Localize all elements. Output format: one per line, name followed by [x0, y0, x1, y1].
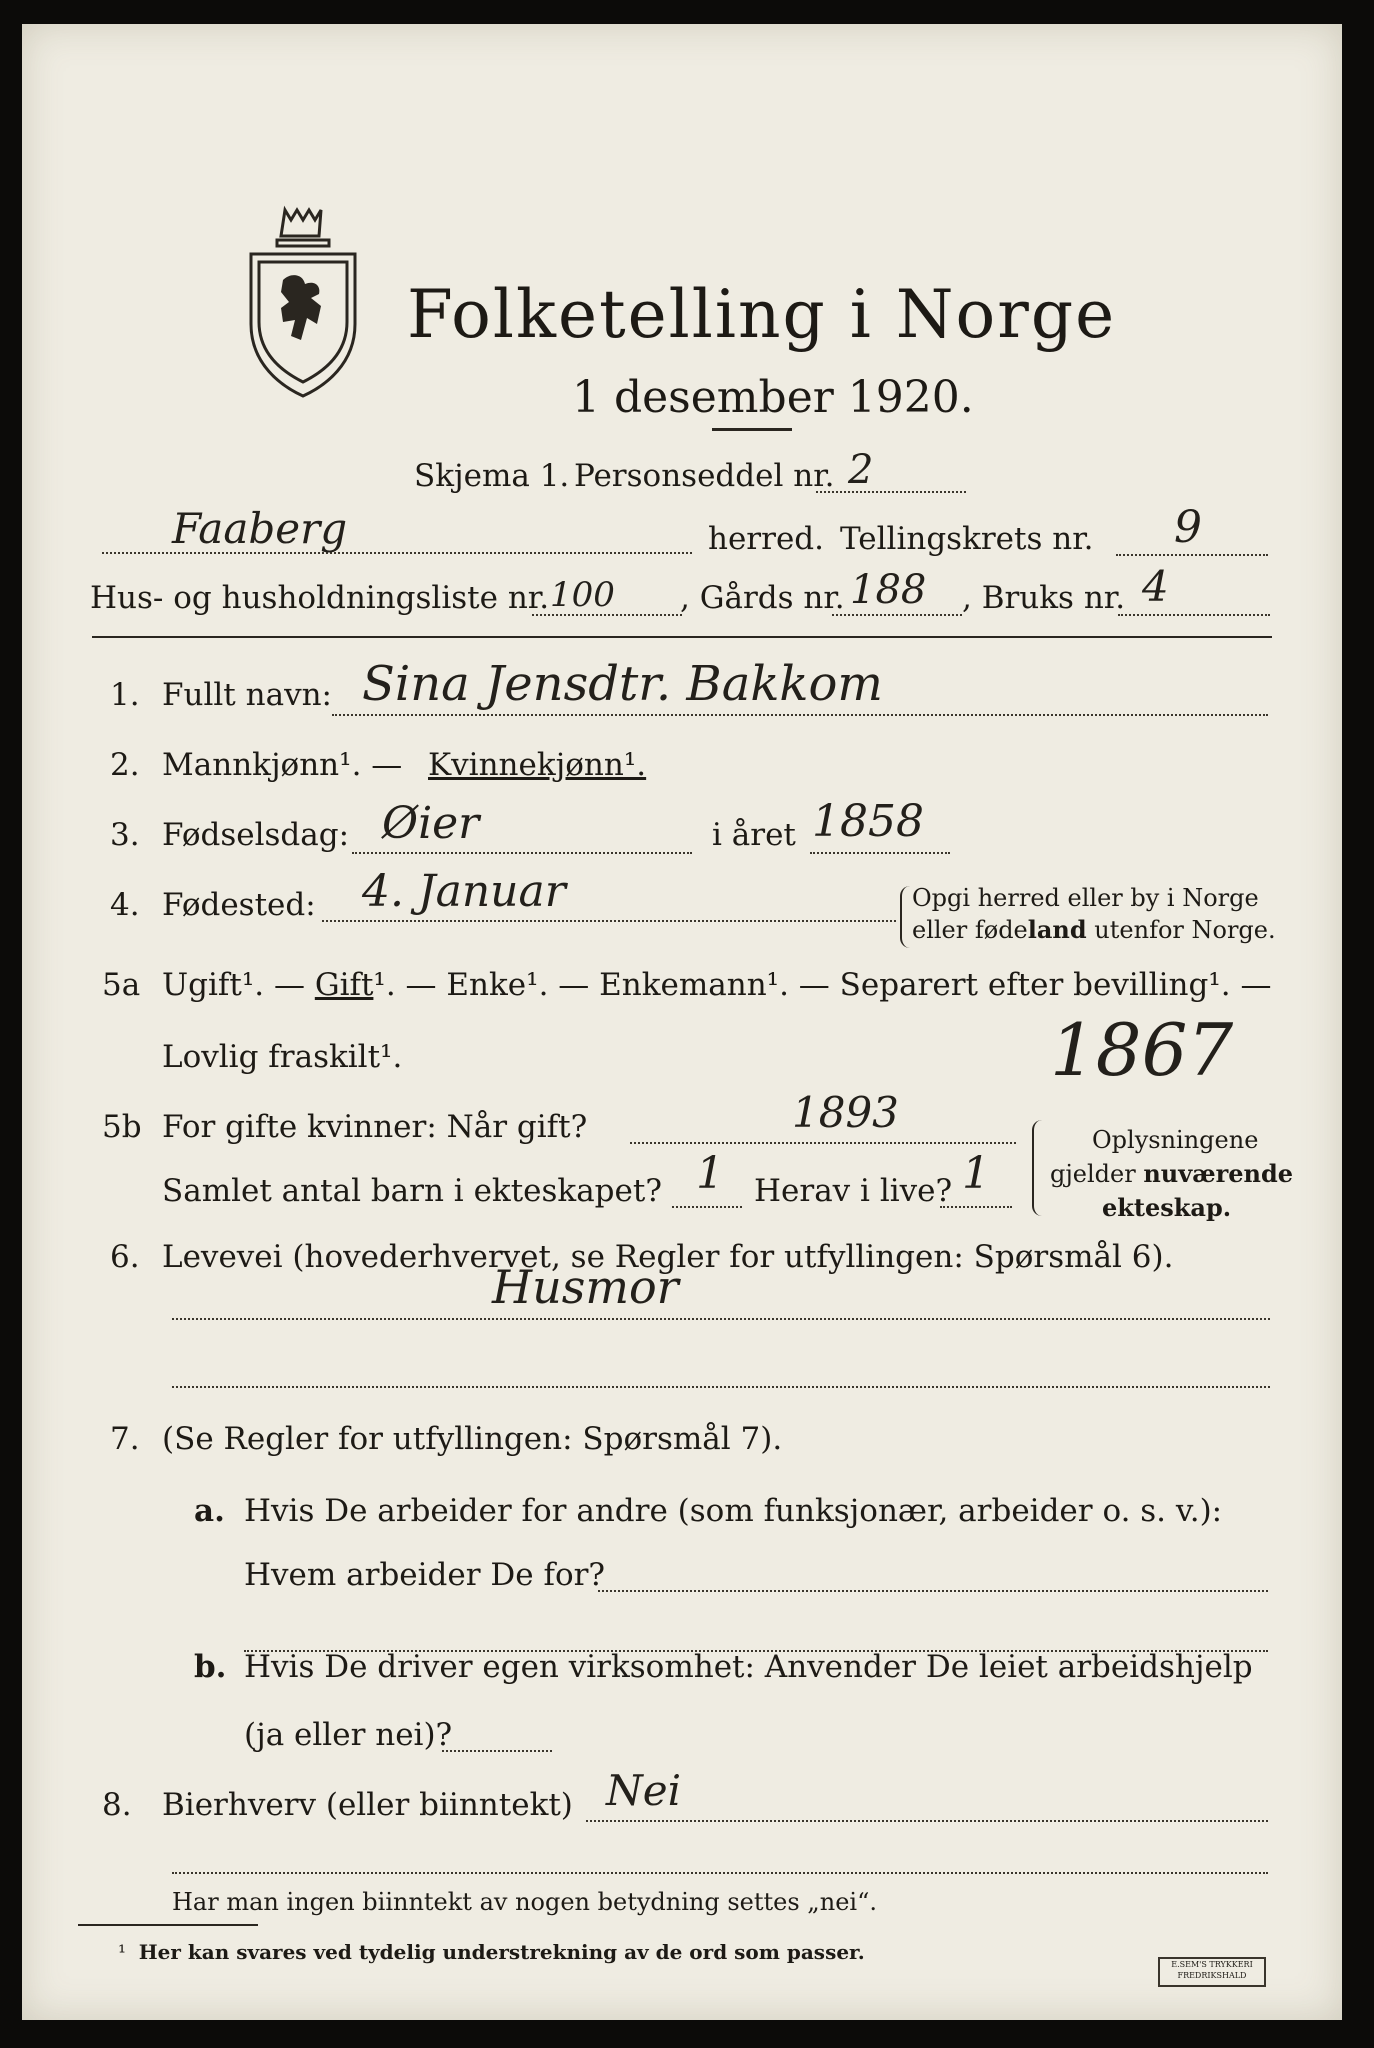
q3-number: 3.: [110, 817, 140, 853]
title-divider: [712, 428, 792, 431]
herred-value: Faaberg: [172, 504, 348, 553]
q4-number: 4.: [110, 887, 140, 923]
q7b-text: Hvis De driver egen virksomhet: Anvender De leiet arbeidshjelp: [244, 1649, 1253, 1685]
children-count-value: 1: [696, 1148, 724, 1199]
skjema-label: Skjema 1.: [414, 458, 570, 494]
q1-label: Fullt navn:: [162, 677, 332, 713]
q5b-brace: [1032, 1120, 1046, 1216]
q5a-margin-note: 1867: [1050, 1008, 1234, 1092]
q1-number: 1.: [110, 677, 140, 713]
q7a-text: Hvis De arbeider for andre (som funksjonær, arbeider o. s. v.):: [244, 1493, 1223, 1529]
q7b-line: [442, 1750, 552, 1752]
q8-line1: [586, 1820, 1268, 1822]
footnote-rule: [78, 1924, 258, 1926]
q5b-children-label: Samlet antal barn i ekteskapet?: [162, 1173, 662, 1209]
bruks-line: [1118, 614, 1270, 616]
q7a-question: Hvem arbeider De for?: [244, 1557, 606, 1593]
q7-label: (Se Regler for utfyllingen: Spørsmål 7).: [162, 1421, 783, 1457]
q5b-note-line2b: nuværende: [1143, 1159, 1294, 1188]
personseddel-line: [816, 491, 966, 493]
q3-label: Fødselsdag:: [162, 817, 350, 853]
q5b-alive-line: [940, 1206, 1012, 1208]
footer-note: Har man ingen biinntekt av nogen betydning settes „nei“.: [172, 1888, 877, 1916]
q5b-number: 5b: [102, 1109, 142, 1145]
tellingskrets-label: Tellingskrets nr.: [840, 521, 1094, 557]
q8-line2: [172, 1872, 1268, 1874]
q2-male-option: Mannkjønn¹. —: [162, 747, 403, 783]
q4-brace: [900, 886, 912, 948]
occupation-value: Husmor: [492, 1260, 679, 1314]
q7-number: 7.: [110, 1421, 140, 1457]
q3-line: [352, 852, 692, 854]
q5a-married-option: Gift: [314, 967, 374, 1003]
q6-line2: [172, 1386, 1270, 1388]
q5a-number: 5a: [102, 967, 141, 1003]
q6-number: 6.: [110, 1239, 140, 1275]
bruks-value: 4: [1142, 562, 1169, 611]
q7b-question: (ja eller nei)?: [244, 1717, 453, 1753]
q5a-divorced-option: Lovlig fraskilt¹.: [162, 1039, 403, 1075]
header-rule: [92, 636, 1272, 638]
q4-note-line2b: land: [1027, 915, 1087, 944]
q7a-letter: a.: [194, 1493, 225, 1529]
gaards-value: 188: [850, 567, 927, 613]
q2-number: 2.: [110, 747, 140, 783]
form-date: 1 desember 1920.: [572, 372, 974, 423]
q1-line: [332, 714, 1268, 716]
q4-note-line1: Opgi herred eller by i Norge: [912, 884, 1259, 912]
personseddel-label: Personseddel nr.: [574, 458, 835, 494]
q5a-unmarried-option: Ugift¹. —: [162, 967, 305, 1003]
children-alive-value: 1: [962, 1148, 990, 1199]
q5b-children-line: [672, 1206, 742, 1208]
q6-label: Levevei (hovederhvervet, se Regler for utfyllingen: Spørsmål 6).: [162, 1239, 1174, 1275]
q5b-note-line1: Oplysningene: [1092, 1126, 1259, 1154]
tellingskrets-value: 9: [1174, 502, 1202, 553]
q6-line1: [172, 1318, 1270, 1320]
q5b-note-line2a: gjelder: [1050, 1160, 1144, 1188]
bruks-label: , Bruks nr.: [962, 580, 1126, 616]
footnote-marker: ¹: [118, 1940, 127, 1964]
husliste-label: Hus- og husholdningsliste nr.: [90, 580, 550, 616]
q5b-label: For gifte kvinner: Når gift?: [162, 1109, 588, 1145]
q5b-note-line3: ekteskap.: [1102, 1193, 1232, 1222]
q5b-alive-label: Herav i live?: [754, 1173, 953, 1209]
q3-year-label: i året: [712, 817, 796, 853]
q8-number: 8.: [102, 1787, 132, 1823]
census-form: [22, 24, 1342, 2020]
form-title: Folketelling i Norge: [407, 276, 1117, 353]
q3-year-line: [810, 852, 950, 854]
side-income-value: Nei: [606, 1766, 682, 1815]
norwegian-coat-of-arms-icon: [237, 202, 367, 402]
herred-label: herred.: [708, 521, 824, 557]
q5a-other-options: ¹. — Enke¹. — Enkemann¹. — Separert efter bevilling¹. —: [373, 967, 1272, 1003]
q4-label: Fødested:: [162, 887, 316, 923]
personseddel-value: 2: [848, 447, 874, 493]
full-name-value: Sina Jensdtr. Bakkom: [362, 656, 883, 712]
married-year-value: 1893: [792, 1088, 899, 1137]
birthplace-value: 4. Januar: [362, 866, 566, 917]
footnote-text-b: tydelig understrekning av de ord som passer.: [358, 1940, 865, 1964]
q8-label: Bierhverv (eller biinntekt): [162, 1787, 573, 1823]
q4-note-line2a: eller føde: [912, 916, 1028, 944]
q5b-line: [630, 1142, 1016, 1144]
q2-female-option: Kvinnekjønn¹.: [428, 747, 647, 783]
gaards-label: , Gårds nr.: [680, 580, 845, 616]
birthday-value: Øier: [382, 798, 480, 849]
birth-year-value: 1858: [812, 796, 924, 847]
q7b-letter: b.: [194, 1649, 227, 1685]
q7a-line1: [598, 1590, 1268, 1592]
tellingskrets-line: [1116, 554, 1268, 556]
gaards-line: [832, 614, 962, 616]
husliste-value: 100: [550, 575, 615, 615]
printer-stamp: E.SEM'S TRYKKERI FREDRIKSHALD: [1158, 1957, 1266, 1987]
footnote-text-a: Her kan svares ved: [138, 1940, 359, 1964]
q4-line: [322, 920, 896, 922]
q4-note-line2c: utenfor Norge.: [1086, 916, 1276, 944]
